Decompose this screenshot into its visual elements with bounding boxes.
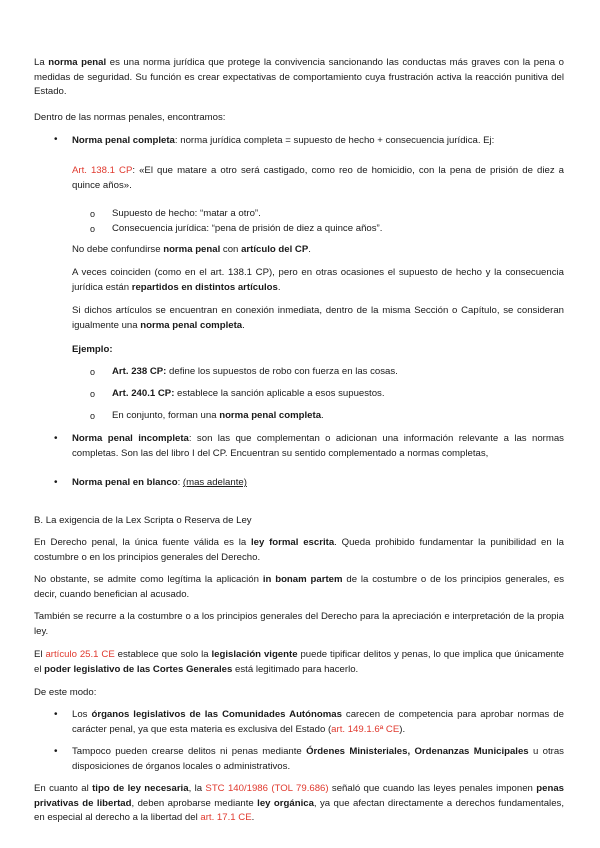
bullet-norma-completa: Norma penal completa: norma jurídica completa = supuesto de hecho + consecuencia jurídica. Ej: xyxy=(72,135,495,146)
paragraph-de-este-modo: De este modo: xyxy=(34,687,97,698)
reference-link[interactable]: art. 17.1 CE xyxy=(200,812,252,824)
bullet-norma-incompleta: Norma penal incompleta: son las que complementan o adicionan una información relevante a las normas completas. Son las del libro I del CP. Encuentran su sentido complementado a normas completas, xyxy=(72,433,564,459)
example-item: Art. 240.1 CP: establece la sanción aplicable a esos supuestos. xyxy=(112,388,385,399)
example-item: Art. 238 CP: define los supuestos de robo con fuerza en las cosas. xyxy=(112,366,398,377)
circle-bullet-icon: o xyxy=(90,411,96,421)
bullet-icon: • xyxy=(54,746,58,757)
bullet-icon: • xyxy=(54,134,58,145)
bullet-ordenes: Tampoco pueden crearse delitos ni penas mediante Órdenes Ministeriales, Ordenanzas Municipales u otras disposiciones de órganos locales o administrativos. xyxy=(72,746,564,772)
bullet-icon: • xyxy=(54,477,58,488)
bullet-norma-en-blanco: Norma penal en blanco: (mas adelante) xyxy=(72,477,247,488)
paragraph-no-confundir: No debe confundirse norma penal con artículo del CP. xyxy=(72,244,311,255)
bullet-ccaa: Los órganos legislativos de las Comunidades Autónomas carecen de competencia para aprobar normas de carácter penal, ya que esta materia es exclusiva del Estado (art. 149.1.6ª CE). xyxy=(72,709,564,735)
circle-bullet-icon: o xyxy=(90,367,96,377)
bullet-icon: • xyxy=(54,709,58,720)
mas-adelante-link[interactable]: (mas adelante) xyxy=(182,477,247,488)
reference-link[interactable]: Art. 138.1 CP xyxy=(72,165,133,176)
paragraph-in-bonam-partem: No obstante, se admite como legítima la aplicación in bonam partem de la costumbre o de los principios generales, es decir, cuando benefician al acusado. xyxy=(34,574,564,600)
circle-bullet-icon: o xyxy=(90,209,96,219)
paragraph-conexion: Si dichos artículos se encuentran en conexión inmediata, dentro de la misma Sección o Capítulo, se consideran igualmente una norma penal completa. xyxy=(72,305,564,331)
intro-paragraph: La norma penal es una norma jurídica que protege la convivencia sancionando las conductas más graves con la pena o medidas de seguridad. Su función es crear expectativas de comportamiento cuya frustración activa la reacción punitiva del Estado. xyxy=(34,57,564,98)
paragraph-ley-formal: En Derecho penal, la única fuente válida es la ley formal escrita. Queda prohibido fundamentar la punibilidad en la costumbre o en los principios generales del Derecho. xyxy=(34,537,564,563)
reference-link[interactable]: art. 149.1.6ª CE xyxy=(331,723,400,735)
reference-link[interactable]: STC 140/1986 (TOL 79.686) xyxy=(205,783,329,794)
circle-bullet-icon: o xyxy=(90,224,96,234)
bullet-icon: • xyxy=(54,433,58,444)
example-heading: Ejemplo: xyxy=(72,344,113,355)
paragraph-costumbre: También se recurre a la costumbre o a los principios generales del Derecho para la apreciación e interpretación de la propia ley. xyxy=(34,611,564,637)
types-intro: Dentro de las normas penales, encontramos: xyxy=(34,112,226,123)
paragraph-coinciden: A veces coinciden (como en el art. 138.1 CP), pero en otras ocasiones el supuesto de hecho y la consecuencia jurídica están repartidos en distintos artículos. xyxy=(72,267,564,293)
paragraph-ley-organica: En cuanto al tipo de ley necesaria, la STC 140/1986 (TOL 79.686) señaló que cuando las leyes penales imponen penas privativas de libertad, deben aprobarse mediante ley orgánica, ya que afectan directamente a derechos fundamentales, en especial al derecho a la libertad del art. 17.1 CE. xyxy=(34,783,564,824)
reference-link[interactable]: artículo 25.1 CE xyxy=(45,649,115,660)
example-item: En conjunto, forman una norma penal completa. xyxy=(112,410,324,421)
example-quote: Art. 138.1 CP: «El que matare a otro será castigado, como reo de homicidio, con la pena de prisión de diez a quince años». xyxy=(72,165,565,191)
section-b-heading: B. La exigencia de la Lex Scripta o Reserva de Ley xyxy=(34,515,252,526)
paragraph-articulo-25: El artículo 25.1 CE establece que solo la legislación vigente puede tipificar delitos y penas, lo que implica que únicamente el poder legislativo de las Cortes Generales está legitimado para hacerlo. xyxy=(34,649,564,675)
sub-item: Consecuencia jurídica: “pena de prisión de diez a quince años”. xyxy=(112,223,383,234)
sub-item: Supuesto de hecho: “matar a otro”. xyxy=(112,208,261,219)
circle-bullet-icon: o xyxy=(90,389,96,399)
